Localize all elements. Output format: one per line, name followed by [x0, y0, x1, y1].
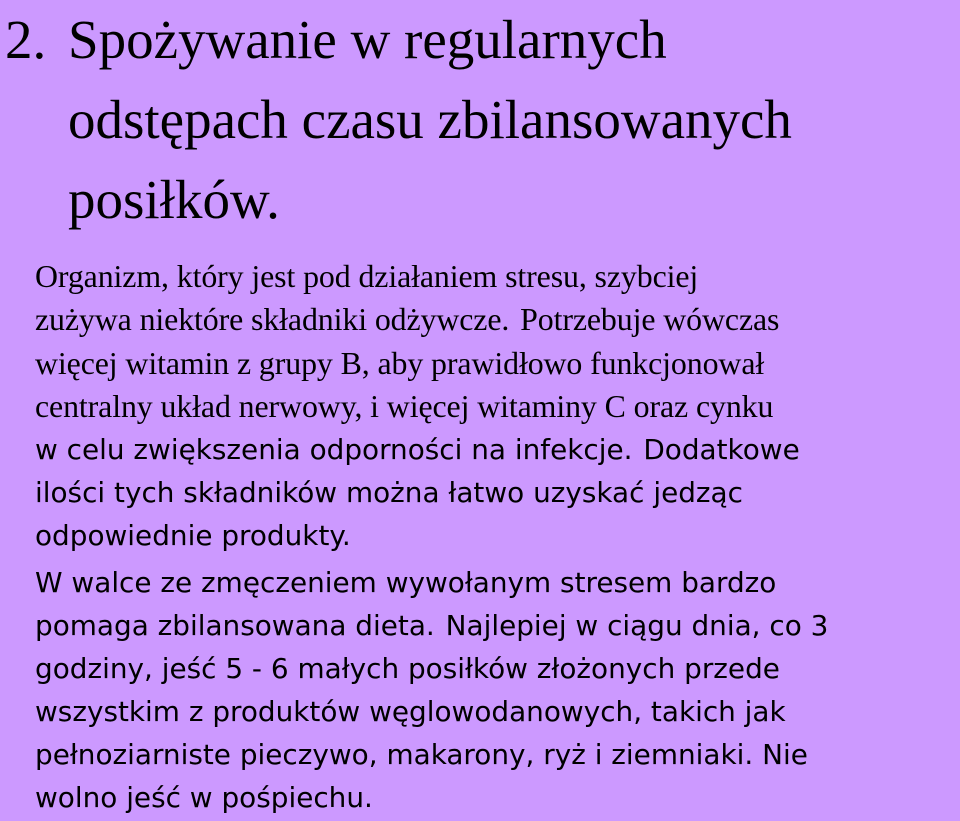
paragraph-diet-advice	[35, 561, 960, 819]
paragraph-2-line-6: wolno jeść w pośpiechu.	[35, 781, 373, 814]
title-number: 2.	[5, 9, 47, 70]
paragraph-1-line-2b: Potrzebuje wówczas	[520, 301, 780, 337]
paragraph-1-line-5a: w celu zwiększenia odporności na infekcje.	[35, 433, 633, 466]
paragraph-2-line-2a: pomaga zbilansowana dieta.	[35, 609, 435, 642]
paragraph-2-line-4: wszystkim z produktów węglowodanowych, takich jak	[35, 695, 786, 728]
paragraph-2-line-3: godziny, jeść 5 - 6 małych posiłków złożonych przede	[35, 652, 780, 685]
paragraph-stress-nutrients	[35, 255, 960, 557]
title-line-2: odstępach czasu zbilansowanych	[68, 89, 792, 150]
paragraph-1-line-7: odpowiednie produkty.	[35, 519, 351, 552]
paragraph-2-line-2b: Najlepiej w ciągu dnia, co 3	[445, 609, 829, 642]
title-line-3: posiłków.	[68, 169, 280, 230]
paragraph-1-line-1: Organizm, który jest pod działaniem stresu, szybciej	[35, 258, 699, 294]
paragraph-1-line-5b: Dodatkowe	[643, 433, 800, 466]
paragraph-1-line-2a: zużywa niektóre składniki odżywcze.	[35, 301, 510, 337]
paragraph-2-line-5: pełnoziarniste pieczywo, makarony, ryż i ziemniaki. Nie	[35, 738, 808, 771]
title-line-1: Spożywanie w regularnych	[68, 9, 667, 70]
paragraph-1-line-4: centralny układ nerwowy, i więcej witaminy C oraz cynku	[35, 388, 774, 424]
paragraph-1-line-3: więcej witamin z grupy B, aby prawidłowo funkcjonował	[35, 345, 765, 381]
paragraph-1-line-6: ilości tych składników można łatwo uzyskać jedząc	[35, 476, 743, 509]
paragraph-2-line-1: W walce ze zmęczeniem wywołanym stresem bardzo	[35, 566, 777, 599]
